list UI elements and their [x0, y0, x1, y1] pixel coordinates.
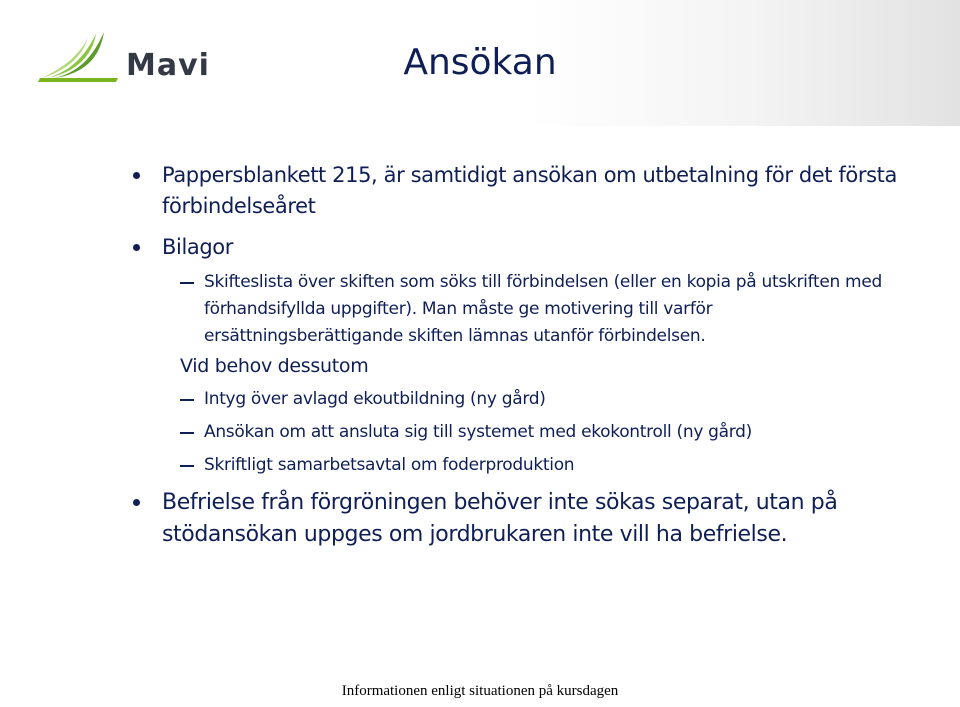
bullet-item: [0, 232, 960, 263]
bullet-item: [0, 487, 960, 551]
dash-icon: [180, 432, 194, 434]
logo-text: Mavi: [126, 48, 210, 83]
footer-note: Informationen enligt situationen på kursdagen: [341, 683, 619, 699]
sub-heading: Vid behov dessutom: [180, 355, 369, 377]
bullet-list: [0, 160, 960, 551]
sub-bullet-item: [0, 269, 960, 350]
slide-title: [0, 42, 960, 83]
bullet-text: Pappersblankett 215, är samtidigt ansökan om utbetalning för det första förbindelseåret: [162, 163, 897, 218]
dash-icon: [180, 282, 194, 284]
sub-bullet-text: Ansökan om att ansluta sig till systemet med ekokontroll (ny gård): [204, 422, 753, 442]
bullet-dot-icon: [133, 244, 140, 251]
sub-bullet-item: [0, 386, 960, 413]
slide-title-text: Ansökan: [403, 42, 557, 83]
dash-icon: [180, 399, 194, 401]
sub-bullet-item: [0, 419, 960, 446]
dash-icon: [180, 465, 194, 467]
sub-bullet-text: Intyg över avlagd ekoutbildning (ny gård): [204, 389, 546, 409]
bullet-text: Bilagor: [162, 235, 233, 259]
bullet-text: Befrielse från förgröningen behöver inte sökas separat, utan på stödansökan uppges om jordbrukaren inte vill ha befrielse.: [162, 490, 838, 547]
bullet-item: [0, 160, 960, 222]
bullet-dot-icon: [133, 172, 140, 179]
sub-bullet-item: [0, 452, 960, 479]
bullet-dot-icon: [133, 499, 140, 506]
sub-bullet-text: Skifteslista över skiften som söks till förbindelsen (eller en kopia på utskriften med förhandsifyllda uppgifter). Man måste ge motivering till varför ersättningsberättigande skiften lämnas utanför förbindelsen.: [204, 272, 882, 346]
sub-bullet-text: Skriftligt samarbetsavtal om foderproduktion: [204, 455, 575, 475]
